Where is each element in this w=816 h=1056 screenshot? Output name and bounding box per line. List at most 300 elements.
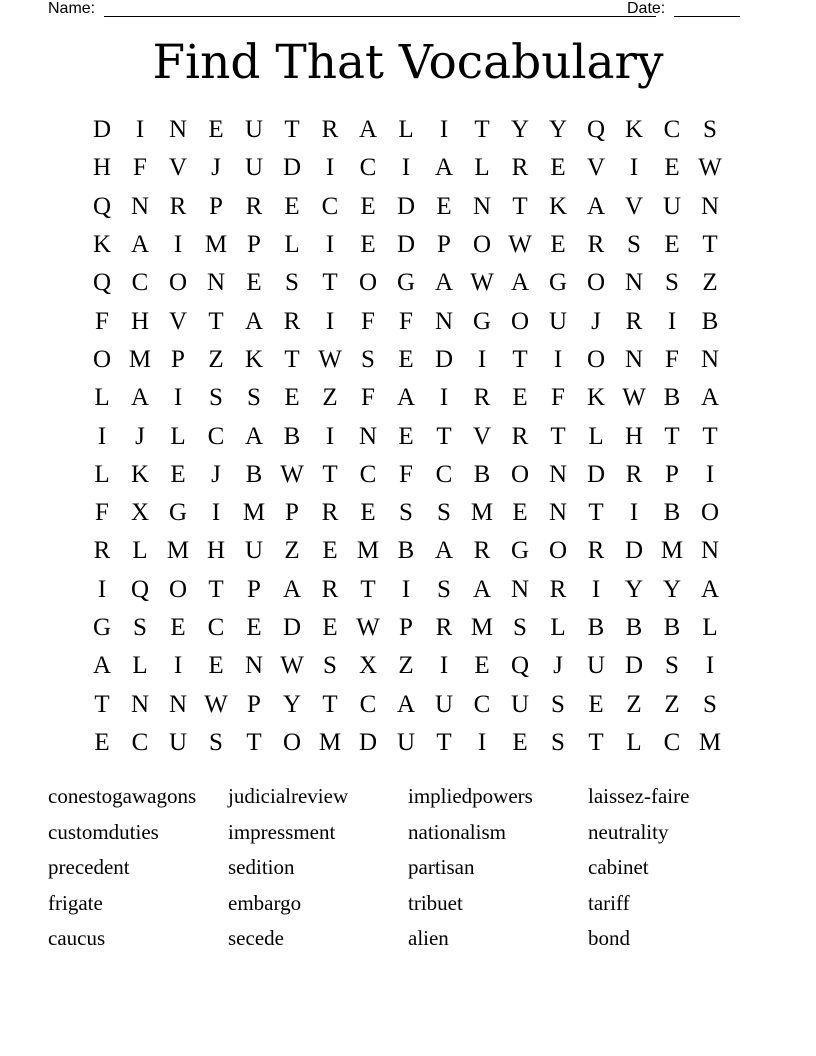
grid-letter[interactable]: U <box>244 116 264 144</box>
grid-letter[interactable]: P <box>171 345 185 373</box>
grid-letter[interactable]: I <box>401 154 411 182</box>
grid-letter[interactable]: E <box>246 614 262 641</box>
grid-letter[interactable]: H <box>130 307 150 335</box>
grid-letter[interactable]: A <box>586 192 606 220</box>
grid-letter[interactable]: E <box>360 192 376 220</box>
grid-letter[interactable]: K <box>624 116 644 144</box>
grid-letter[interactable]: A <box>396 690 416 718</box>
grid-letter[interactable]: V <box>586 154 606 182</box>
grid-letter[interactable]: Z <box>702 269 718 297</box>
word-list-item: impliedpowers <box>408 784 533 809</box>
grid-letter[interactable]: E <box>436 192 452 220</box>
grid-letter[interactable]: Y <box>548 116 568 144</box>
grid-letter[interactable]: F <box>399 307 413 335</box>
grid-letter[interactable]: T <box>322 460 338 488</box>
date-blank-line[interactable] <box>674 16 740 17</box>
grid-letter[interactable]: S <box>703 116 717 144</box>
grid-letter[interactable]: Z <box>284 537 300 565</box>
grid-letter[interactable]: W <box>508 231 532 259</box>
grid-letter[interactable]: A <box>244 422 264 450</box>
grid-letter[interactable]: I <box>97 575 107 603</box>
word-list-item: partisan <box>408 855 475 880</box>
grid-letter[interactable]: D <box>358 728 378 756</box>
grid-letter[interactable]: U <box>168 728 188 756</box>
grid-letter[interactable]: T <box>284 345 300 373</box>
grid-letter[interactable]: E <box>588 690 604 718</box>
grid-letter[interactable]: T <box>322 269 338 297</box>
grid-letter[interactable]: N <box>168 690 188 718</box>
grid-letter[interactable]: F <box>133 154 147 182</box>
grid-letter[interactable]: O <box>548 537 568 565</box>
grid-letter[interactable]: J <box>553 652 563 680</box>
grid-letter[interactable]: P <box>247 575 261 603</box>
grid-letter[interactable]: W <box>622 384 646 412</box>
grid-letter[interactable]: D <box>624 537 644 565</box>
grid-letter[interactable]: W <box>698 154 722 182</box>
grid-letter[interactable]: A <box>244 307 264 335</box>
grid-letter[interactable]: T <box>208 575 224 603</box>
grid-letter[interactable]: O <box>586 345 606 373</box>
grid-letter[interactable]: N <box>700 537 720 565</box>
grid-letter[interactable]: D <box>396 192 416 220</box>
grid-letter[interactable]: A <box>130 231 150 259</box>
grid-letter[interactable]: S <box>513 614 527 641</box>
grid-letter[interactable]: N <box>548 460 568 488</box>
grid-letter[interactable]: S <box>551 728 565 756</box>
grid-letter[interactable]: K <box>244 345 264 373</box>
word-list-item: cabinet <box>588 855 649 880</box>
grid-letter[interactable]: E <box>284 384 300 412</box>
grid-letter[interactable]: D <box>282 614 302 641</box>
grid-letter[interactable]: Q <box>586 116 606 144</box>
grid-letter[interactable]: S <box>247 384 261 412</box>
grid-letter[interactable]: T <box>94 690 110 718</box>
grid-letter[interactable]: E <box>664 231 680 259</box>
grid-letter[interactable]: S <box>627 231 641 259</box>
grid-letter[interactable]: T <box>702 422 718 450</box>
grid-letter[interactable]: O <box>472 231 492 259</box>
grid-letter[interactable]: O <box>168 269 188 297</box>
grid-letter[interactable]: M <box>660 537 684 565</box>
grid-letter[interactable]: Y <box>662 575 682 603</box>
grid-letter[interactable]: P <box>247 231 261 259</box>
grid-letter[interactable]: Z <box>626 690 642 718</box>
grid-letter[interactable]: T <box>702 231 718 259</box>
grid-letter[interactable]: I <box>705 460 715 488</box>
grid-letter[interactable]: O <box>510 307 530 335</box>
word-list-item: impressment <box>228 819 336 844</box>
grid-letter[interactable]: R <box>93 537 111 565</box>
grid-letter[interactable]: X <box>358 652 378 680</box>
grid-letter[interactable]: E <box>94 728 110 756</box>
grid-letter[interactable]: V <box>624 192 644 220</box>
grid-letter[interactable]: N <box>244 652 264 680</box>
grid-letter[interactable]: C <box>131 269 149 297</box>
grid-letter[interactable]: X <box>130 499 150 527</box>
grid-letter[interactable]: I <box>591 575 601 603</box>
grid-letter[interactable]: D <box>396 231 416 259</box>
grid-letter[interactable]: F <box>361 307 375 335</box>
grid-letter[interactable]: E <box>512 499 528 527</box>
grid-letter[interactable]: B <box>663 384 681 412</box>
grid-letter[interactable]: U <box>244 537 264 565</box>
grid-letter[interactable]: G <box>510 537 530 565</box>
grid-letter[interactable]: O <box>358 269 378 297</box>
grid-letter[interactable]: S <box>361 345 375 373</box>
grid-letter[interactable]: T <box>664 422 680 450</box>
grid-letter[interactable]: D <box>434 345 454 373</box>
grid-letter[interactable]: I <box>173 384 183 412</box>
word-list <box>48 779 768 957</box>
grid-letter[interactable]: Q <box>92 269 112 297</box>
grid-letter[interactable]: C <box>207 422 225 450</box>
letter-grid <box>83 111 729 762</box>
grid-letter[interactable]: U <box>510 690 530 718</box>
grid-letter[interactable]: J <box>211 154 221 182</box>
grid-letter[interactable]: R <box>587 537 605 565</box>
grid-letter[interactable]: A <box>92 652 112 680</box>
grid-letter[interactable]: M <box>698 728 722 756</box>
grid-letter[interactable]: T <box>208 307 224 335</box>
grid-letter[interactable]: H <box>206 537 226 565</box>
grid-letter[interactable]: L <box>398 116 414 144</box>
grid-letter[interactable]: A <box>434 269 454 297</box>
grid-letter[interactable]: E <box>322 614 338 641</box>
grid-letter[interactable]: B <box>397 537 415 565</box>
grid-letter[interactable]: E <box>246 269 262 297</box>
grid-letter[interactable]: T <box>360 575 376 603</box>
grid-letter[interactable]: S <box>209 728 223 756</box>
grid-letter[interactable]: B <box>625 614 643 641</box>
grid-letter[interactable]: G <box>396 269 416 297</box>
grid-letter[interactable]: G <box>92 614 112 641</box>
grid-letter[interactable]: I <box>97 422 107 450</box>
grid-letter[interactable]: M <box>470 614 494 641</box>
grid-letter[interactable]: L <box>550 614 566 641</box>
grid-letter[interactable]: E <box>322 537 338 565</box>
grid-letter[interactable]: M <box>204 231 228 259</box>
grid-letter[interactable]: R <box>321 116 339 144</box>
grid-letter[interactable]: F <box>95 499 109 527</box>
grid-letter[interactable]: S <box>437 575 451 603</box>
grid-letter[interactable]: I <box>477 345 487 373</box>
grid-letter[interactable]: I <box>629 154 639 182</box>
grid-letter[interactable]: F <box>95 307 109 335</box>
grid-letter[interactable]: M <box>128 345 152 373</box>
grid-letter[interactable]: S <box>133 614 147 641</box>
grid-letter[interactable]: D <box>92 116 112 144</box>
grid-letter[interactable]: R <box>169 192 187 220</box>
grid-letter[interactable]: I <box>173 231 183 259</box>
grid-letter[interactable]: Y <box>510 116 530 144</box>
grid-letter[interactable]: I <box>325 154 335 182</box>
grid-letter[interactable]: L <box>132 537 148 565</box>
grid-letter[interactable]: Y <box>624 575 644 603</box>
grid-letter[interactable]: E <box>512 384 528 412</box>
grid-letter[interactable]: E <box>398 422 414 450</box>
grid-letter[interactable]: I <box>135 116 145 144</box>
grid-letter[interactable]: E <box>664 154 680 182</box>
grid-letter[interactable]: R <box>625 460 643 488</box>
grid-letter[interactable]: C <box>663 728 681 756</box>
grid-letter[interactable]: R <box>473 384 491 412</box>
grid-letter[interactable]: L <box>702 614 718 641</box>
grid-letter[interactable]: O <box>282 728 302 756</box>
grid-letter[interactable]: F <box>399 460 413 488</box>
grid-letter[interactable]: O <box>586 269 606 297</box>
grid-letter[interactable]: Y <box>282 690 302 718</box>
grid-letter[interactable]: A <box>510 269 530 297</box>
grid-letter[interactable]: I <box>477 728 487 756</box>
grid-letter[interactable]: S <box>323 652 337 680</box>
grid-letter[interactable]: I <box>439 116 449 144</box>
grid-letter[interactable]: T <box>512 345 528 373</box>
grid-letter[interactable]: E <box>170 614 186 641</box>
grid-letter[interactable]: C <box>435 460 453 488</box>
grid-letter[interactable]: T <box>550 422 566 450</box>
grid-letter[interactable]: I <box>705 652 715 680</box>
grid-letter[interactable]: P <box>665 460 679 488</box>
grid-letter[interactable]: A <box>282 575 302 603</box>
grid-letter[interactable]: S <box>665 269 679 297</box>
grid-letter[interactable]: I <box>325 307 335 335</box>
grid-letter[interactable]: C <box>359 690 377 718</box>
grid-letter[interactable]: C <box>321 192 339 220</box>
grid-letter[interactable]: C <box>131 728 149 756</box>
grid-letter[interactable]: T <box>474 116 490 144</box>
grid-letter[interactable]: N <box>130 690 150 718</box>
grid-letter[interactable]: S <box>209 384 223 412</box>
grid-letter[interactable]: Q <box>510 652 530 680</box>
grid-letter[interactable]: R <box>321 575 339 603</box>
grid-letter[interactable]: R <box>245 192 263 220</box>
grid-letter[interactable]: E <box>284 192 300 220</box>
worksheet-title: Find That Vocabulary <box>152 35 664 90</box>
grid-letter[interactable]: W <box>470 269 494 297</box>
grid-letter[interactable]: R <box>511 154 529 182</box>
grid-letter[interactable]: B <box>663 499 681 527</box>
grid-letter[interactable]: R <box>473 537 491 565</box>
grid-letter[interactable]: R <box>435 614 453 641</box>
grid-letter[interactable]: N <box>548 499 568 527</box>
grid-letter[interactable]: O <box>92 345 112 373</box>
grid-letter[interactable]: B <box>245 460 263 488</box>
grid-letter[interactable]: T <box>588 728 604 756</box>
grid-letter[interactable]: W <box>280 460 304 488</box>
grid-letter[interactable]: F <box>665 345 679 373</box>
grid-letter[interactable]: I <box>325 231 335 259</box>
grid-letter[interactable]: D <box>586 460 606 488</box>
grid-letter[interactable]: I <box>439 652 449 680</box>
grid-letter[interactable]: M <box>318 728 342 756</box>
grid-letter[interactable]: A <box>358 116 378 144</box>
grid-letter[interactable]: U <box>548 307 568 335</box>
grid-letter[interactable]: L <box>284 231 300 259</box>
grid-letter[interactable]: O <box>700 499 720 527</box>
grid-letter[interactable]: H <box>624 422 644 450</box>
grid-letter[interactable]: S <box>437 499 451 527</box>
grid-letter[interactable]: A <box>434 537 454 565</box>
grid-letter[interactable]: N <box>130 192 150 220</box>
grid-letter[interactable]: L <box>626 728 642 756</box>
grid-letter[interactable]: N <box>472 192 492 220</box>
grid-letter[interactable]: T <box>284 116 300 144</box>
grid-letter[interactable]: N <box>624 345 644 373</box>
grid-letter[interactable]: R <box>321 499 339 527</box>
grid-letter[interactable]: E <box>360 231 376 259</box>
grid-letter[interactable]: R <box>549 575 567 603</box>
grid-letter[interactable]: W <box>280 652 304 680</box>
grid-letter[interactable]: P <box>285 499 299 527</box>
grid-letter[interactable]: N <box>510 575 530 603</box>
grid-letter[interactable]: N <box>434 307 454 335</box>
grid-letter[interactable]: S <box>551 690 565 718</box>
grid-letter[interactable]: K <box>586 384 606 412</box>
grid-letter[interactable]: T <box>512 192 528 220</box>
grid-letter[interactable]: N <box>700 345 720 373</box>
grid-letter[interactable]: J <box>591 307 601 335</box>
grid-letter[interactable]: F <box>551 384 565 412</box>
grid-letter[interactable]: Z <box>322 384 338 412</box>
grid-letter[interactable]: A <box>130 384 150 412</box>
grid-letter[interactable]: J <box>211 460 221 488</box>
grid-letter[interactable]: R <box>587 231 605 259</box>
name-blank-line[interactable] <box>104 16 656 17</box>
grid-letter[interactable]: I <box>667 307 677 335</box>
grid-letter[interactable]: J <box>135 422 145 450</box>
grid-letter[interactable]: I <box>553 345 563 373</box>
grid-letter[interactable]: D <box>624 652 644 680</box>
grid-letter[interactable]: T <box>588 499 604 527</box>
grid-letter[interactable]: Z <box>398 652 414 680</box>
grid-letter[interactable]: Z <box>208 345 224 373</box>
grid-letter[interactable]: C <box>359 154 377 182</box>
grid-letter[interactable]: B <box>587 614 605 641</box>
grid-letter[interactable]: P <box>437 231 451 259</box>
grid-letter[interactable]: R <box>625 307 643 335</box>
grid-letter[interactable]: K <box>548 192 568 220</box>
grid-letter[interactable]: N <box>624 269 644 297</box>
grid-letter[interactable]: W <box>318 345 342 373</box>
grid-letter[interactable]: L <box>588 422 604 450</box>
grid-letter[interactable]: E <box>474 652 490 680</box>
grid-letter[interactable]: T <box>436 422 452 450</box>
grid-letter[interactable]: N <box>358 422 378 450</box>
word-list-item: nationalism <box>408 819 506 844</box>
grid-letter[interactable]: M <box>470 499 494 527</box>
grid-letter[interactable]: G <box>168 499 188 527</box>
grid-letter[interactable]: L <box>94 384 110 412</box>
grid-letter[interactable]: W <box>356 614 380 641</box>
grid-letter[interactable]: W <box>204 690 228 718</box>
grid-letter[interactable]: E <box>550 231 566 259</box>
grid-letter[interactable]: Q <box>130 575 150 603</box>
grid-letter[interactable]: B <box>701 307 719 335</box>
grid-letter[interactable]: H <box>92 154 112 182</box>
grid-letter[interactable]: N <box>700 192 720 220</box>
grid-letter[interactable]: K <box>130 460 150 488</box>
grid-letter[interactable]: S <box>665 652 679 680</box>
grid-letter[interactable]: C <box>663 116 681 144</box>
grid-letter[interactable]: N <box>206 269 226 297</box>
word-list-item: tariff <box>588 890 630 915</box>
grid-letter[interactable]: A <box>396 384 416 412</box>
grid-letter[interactable]: U <box>586 652 606 680</box>
grid-letter[interactable]: F <box>361 384 375 412</box>
grid-letter[interactable]: U <box>244 154 264 182</box>
grid-letter[interactable]: B <box>663 614 681 641</box>
grid-letter[interactable]: K <box>92 231 112 259</box>
grid-letter[interactable]: R <box>511 422 529 450</box>
grid-letter[interactable]: U <box>662 192 682 220</box>
grid-letter[interactable]: S <box>703 690 717 718</box>
grid-letter[interactable]: O <box>510 460 530 488</box>
grid-letter[interactable]: B <box>283 422 301 450</box>
grid-letter[interactable]: R <box>283 307 301 335</box>
grid-letter[interactable]: T <box>322 690 338 718</box>
grid-letter[interactable]: E <box>208 652 224 680</box>
grid-letter[interactable]: S <box>399 499 413 527</box>
grid-letter[interactable]: T <box>246 728 262 756</box>
grid-letter[interactable]: Q <box>92 192 112 220</box>
grid-letter[interactable]: V <box>168 154 188 182</box>
grid-letter[interactable]: C <box>207 614 225 641</box>
grid-letter[interactable]: A <box>434 154 454 182</box>
grid-letter[interactable]: M <box>166 537 190 565</box>
grid-letter[interactable]: C <box>359 460 377 488</box>
grid-letter[interactable]: V <box>472 422 492 450</box>
grid-letter[interactable]: C <box>473 690 491 718</box>
grid-letter[interactable]: E <box>550 154 566 182</box>
grid-letter[interactable]: G <box>472 307 492 335</box>
grid-letter[interactable]: I <box>325 422 335 450</box>
grid-letter[interactable]: G <box>548 269 568 297</box>
grid-letter[interactable]: S <box>285 269 299 297</box>
grid-letter[interactable]: E <box>208 116 224 144</box>
grid-letter[interactable]: I <box>173 652 183 680</box>
grid-letter[interactable]: M <box>356 537 380 565</box>
grid-letter[interactable]: I <box>629 499 639 527</box>
grid-letter[interactable]: P <box>209 192 223 220</box>
grid-letter[interactable]: I <box>211 499 221 527</box>
grid-letter[interactable]: B <box>473 460 491 488</box>
grid-letter[interactable]: P <box>399 614 413 641</box>
grid-letter[interactable]: L <box>170 422 186 450</box>
grid-letter[interactable]: P <box>247 690 261 718</box>
grid-letter[interactable]: U <box>434 690 454 718</box>
grid-letter[interactable]: V <box>168 307 188 335</box>
grid-letter[interactable]: E <box>512 728 528 756</box>
grid-letter[interactable]: A <box>472 575 492 603</box>
grid-letter[interactable]: L <box>474 154 490 182</box>
grid-letter[interactable]: A <box>700 384 720 412</box>
grid-letter[interactable]: E <box>398 345 414 373</box>
grid-letter[interactable]: L <box>132 652 148 680</box>
grid-letter[interactable]: Z <box>664 690 680 718</box>
grid-letter[interactable]: D <box>282 154 302 182</box>
grid-letter[interactable]: N <box>168 116 188 144</box>
grid-letter[interactable]: U <box>396 728 416 756</box>
grid-letter[interactable]: M <box>242 499 266 527</box>
grid-letter[interactable]: E <box>360 499 376 527</box>
grid-letter[interactable]: I <box>401 575 411 603</box>
grid-letter[interactable]: O <box>168 575 188 603</box>
grid-letter[interactable]: T <box>436 728 452 756</box>
grid-letter[interactable]: A <box>700 575 720 603</box>
grid-letter[interactable]: L <box>94 460 110 488</box>
grid-letter[interactable]: E <box>170 460 186 488</box>
grid-letter[interactable]: I <box>439 384 449 412</box>
